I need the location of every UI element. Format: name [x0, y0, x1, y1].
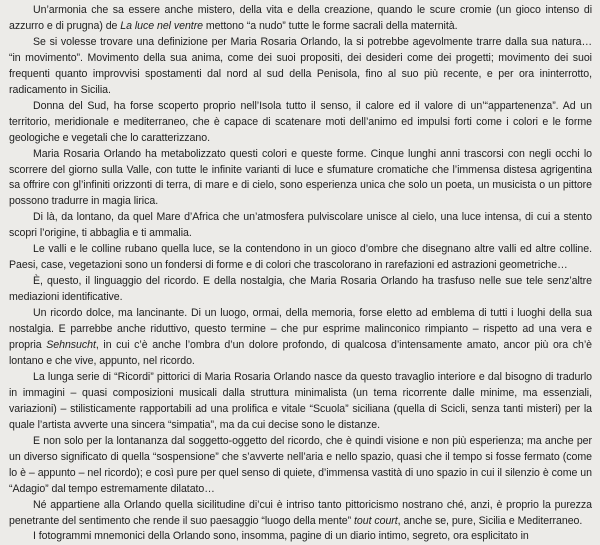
- text-run: Se si volesse trovare una definizione per Maria Rosaria Orlando, la si potrebbe agevolmente trarre dalla sua natura… “in movimento”. Movimento della sua anima, come dei suoi propositi, dei desideri come dei progetti; movimento dei suoi frequenti quanto improvvisi spostamenti dal nord al sud della Penisola, fino al suo più recente, e per ora ininterrotto, radicamento in Sicilia.: [9, 35, 592, 96]
- paragraph: [9, 99, 592, 147]
- text-run: Di là, da lontano, da quel Mare d’Africa che un’atmosfera pulviscolare unisce al cielo, una luce intensa, di cui a stento scopri l’origine, ti abbaglia e ti ammalia.: [9, 211, 592, 240]
- italic-text: tout court: [354, 514, 398, 527]
- text-run: Donna del Sud, ha forse scoperto proprio nell’Isola tutto il senso, il calore ed il valore di un’“appartenenza”. Ad un territorio, meridionale e mediterraneo, che è capace di scatenare moti dell’animo ed impulsi forti come i colori e le forme geologiche e vegetali che lo caratterizzano.: [9, 99, 592, 144]
- text-run: Maria Rosaria Orlando ha metabolizzato questi colori e queste forme. Cinque lunghi anni trascorsi con negli occhi lo scorrere del giorno sulla Valle, con tutte le infinite varianti di luce e sfumature cromatiche che l’immensa distesa agrigentina sa offrire con gl’infiniti orizzonti di terra, di mare e di cielo, sono esperienza unica che solo un poeta, un musicista o un pittore possono tradurre in magia lirica.: [9, 147, 592, 208]
- italic-text: La luce nel ventre: [120, 19, 204, 32]
- paragraph: [9, 529, 592, 545]
- paragraph: [9, 210, 592, 242]
- text-body: [9, 3, 592, 545]
- paragraph: [9, 242, 592, 274]
- paragraph: [9, 306, 592, 370]
- paragraph: [9, 434, 592, 498]
- text-run: I fotogrammi mnemonici della Orlando sono, insomma, pagine di un diario intimo, segreto, ora esplicitato in: [33, 530, 529, 543]
- paragraph: [9, 498, 592, 530]
- text-run: Né appartiene alla Orlando quella sicilitudine di’cui è intriso tanto pittoricismo nostrano ché, anzi, è proprio la purezza penetrante del sentimento che rende il suo paesaggio “luogo della mente”: [9, 498, 592, 527]
- text-run: La lunga serie di “Ricordi” pittorici di Maria Rosaria Orlando nasce da questo travaglio interiore e dal bisogno di tradurlo in immagini – quasi composizioni musicali dalla struttura minimalista (un tema ricorrente dalle minime, ma essenziali, variazioni) – stilisticamente rapportabili ad una prolifica e vitale “Scuola” siciliana (quella di Scicli, senza tanti misteri) per la quale l’artista avverte una sincera “simpatia”, ma da cui decise sono le distanze.: [9, 370, 592, 431]
- text-run: Un ricordo dolce, ma lancinante. Di un luogo, ormai, della memoria, forse eletto ad emblema di tutti i luoghi della sua nostalgia. E parrebbe anche riduttivo, questo termine – che pur esprime malinconico rimpianto – rispetto ad una vera e propria: [9, 307, 592, 352]
- text-run: , in cui c’è anche l’ombra d’un dolore profondo, di qualcosa d’intensamente amato, ancor più ora ch’è lontano e che vive, appunto, nel ricordo.: [9, 339, 592, 367]
- paragraph: [9, 274, 592, 306]
- text-run: E non solo per la lontananza dal soggetto-oggetto del ricordo, che è quindi visione e non più esperienza; ma anche per un diverso significato di quella “sospensione” che s’avverte nell’aria e nello spazio, quasi che il tempo si fosse fermato (come lo è – appunto – nel ricordo); e così pure per quel senso di quiete, d’immensa vastità di uno spazio in cui il silenzio è come un “Adagio” dal tempo estremamente dilatato…: [9, 434, 592, 495]
- text-run: , anche se, pure, Sicilia e Mediterraneo.: [397, 514, 583, 527]
- text-run: Le valli e le colline rubano quella luce, se la contendono in un gioco d’ombre che disegnano altre valli ed altre colline. Paesi, case, vegetazioni sono un fondersi di forme e di colori che trascolorano in rarefazioni ed astrazioni geometriche…: [9, 243, 592, 272]
- text-run: mettono “a nudo” tutte le forme sacrali della maternità.: [203, 19, 458, 32]
- paragraph: [9, 3, 592, 35]
- text-run: Un’armonia che sa essere anche mistero, della vita e della creazione, quando le scure cromie (un gioco intenso di azzurro e di prugna) de: [9, 4, 592, 32]
- paragraph: [9, 370, 592, 434]
- paragraph: [9, 35, 592, 99]
- paragraph: [9, 147, 592, 211]
- text-run: È, questo, il linguaggio del ricordo. E della nostalgia, che Maria Rosaria Orlando ha trasfuso nelle sue tele senz’altre mediazioni identificative.: [9, 275, 592, 304]
- italic-text: Sehnsucht: [46, 339, 96, 352]
